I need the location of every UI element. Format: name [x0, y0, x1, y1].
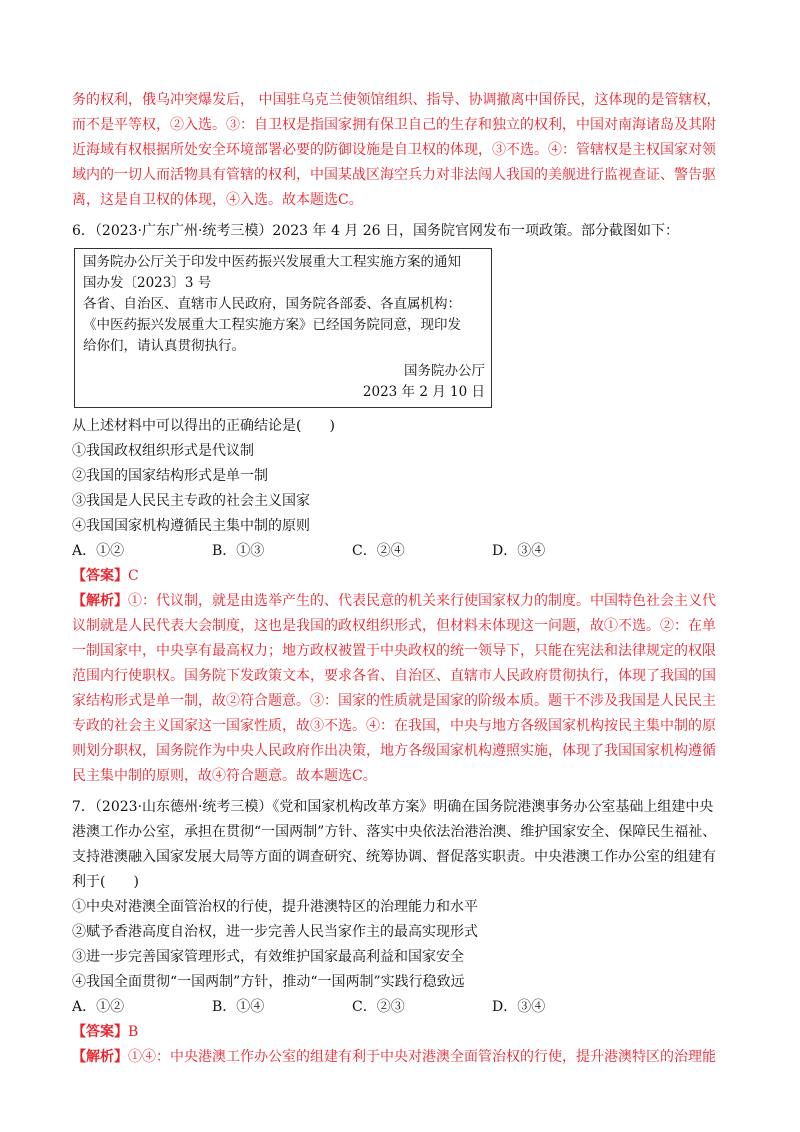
- notice-issuer: 国务院办公厅: [404, 363, 485, 379]
- answer-tag: 【答案】: [72, 1024, 128, 1040]
- q7-stem: 利于( ): [72, 874, 139, 890]
- explanation-line: 务的权利，俄乌冲突爆发后， 中国驻乌克兰使领馆组织、指导、协调撤离中国侨民，这体现的是管辖权，: [72, 92, 721, 108]
- explanation-line: 离，这是自卫权的体现，④入选。故本题选C。: [72, 192, 363, 208]
- analysis-line: 议制就是人民代表大会制度，这也是我国的政权组织形式，但材料未体现这一问题，故①不选。②：在单: [72, 618, 716, 634]
- explanation-line: 而不是平等权，②入选。③：自卫权是指国家拥有保卫自己的生存和独立的权利，中国对南海诸岛及其附: [72, 117, 716, 133]
- choice-c: C．②④: [352, 543, 405, 559]
- analysis-line: 范围内行使职权。国务院下发政策文本，要求各省、自治区、直辖市人民政府贯彻执行，体现了我国的国: [72, 668, 716, 684]
- q6-answer: [72, 564, 740, 589]
- q7-answer: [72, 1020, 740, 1045]
- q6-analysis: [72, 589, 740, 789]
- explanation-line: 域内的一切人而活物具有管辖的权利，中国某战区海空兵力对非法闯人我国的美舰进行监视查证、警告驱: [72, 167, 716, 183]
- q7-choices: [72, 995, 740, 1020]
- choice-d: D．③④: [492, 543, 546, 559]
- choice-a: A．①②: [72, 999, 125, 1015]
- q7-option: ③进一步完善国家管理形式，有效维护国家最高利益和国家安全: [72, 949, 464, 965]
- analysis-text: ①④：中央港澳工作办公室的组建有利于中央对港澳全面管治权的行使，提升港澳特区的治理能: [128, 1049, 716, 1065]
- explanation-line: 近海域有权根据所处安全环境部署必要的防御设施是自卫权的体现，③不选。④：管辖权是主权国家对领: [72, 142, 716, 158]
- notice-doc-number: 国办发〔2023〕3 号: [83, 275, 212, 291]
- analysis-text: ①：代议制，就是由选举产生的、代表民意的机关来行使国家权力的制度。中国特色社会主义代: [128, 593, 716, 609]
- q6-option: ①我国政权组织形式是代议制: [72, 443, 254, 459]
- analysis-line: 则划分职权，国务院作为中央人民政府作出决策，地方各级国家机构遵照实施，体现了我国国家机构遵循: [72, 743, 716, 759]
- choice-b: B．①③: [212, 543, 265, 559]
- notice-body-line: 给你们，请认真贯彻执行。: [83, 338, 245, 354]
- question-7: [72, 795, 740, 1070]
- answer-tag: 【答案】: [72, 568, 128, 584]
- analysis-line: 一制国家中，中央享有最高权力；地方政权被置于中央政权的统一领导下，只能在宪法和法律规定的权限: [72, 643, 716, 659]
- analysis-line: 民主集中制的原则，故④符合题意。故本题选C。: [72, 768, 377, 784]
- q7-option: ①中央对港澳全面管治权的行使，提升港澳特区的治理能力和水平: [72, 899, 478, 915]
- q7-stem: 支持港澳融入国家发展大局等方面的调查研究、统筹协调、督促落实职责。中央港澳工作办公室的组建有: [72, 849, 716, 865]
- notice-body-line: 《中医药振兴发展重大工程实施方案》已经国务院同意，现印发: [83, 317, 461, 333]
- answer-value: C: [128, 568, 139, 584]
- choice-a: A．①②: [72, 543, 125, 559]
- q6-option: ②我国的国家结构形式是单一制: [72, 468, 268, 484]
- q7-stem: 7．（2023·山东德州·统考三模）《党和国家机构改革方案》明确在国务院港澳事务办公室基础上组建中央: [72, 799, 714, 815]
- q6-option: ③我国是人民民主专政的社会主义国家: [72, 493, 310, 509]
- q5-explanation-continued: [72, 88, 740, 213]
- q6-option: ④我国国家机构遵循民主集中制的原则: [72, 518, 310, 534]
- q6-choices: [72, 539, 740, 564]
- answer-value: B: [128, 1024, 139, 1040]
- q6-question: 从上述材料中可以得出的正确结论是( ): [72, 418, 335, 434]
- analysis-line: 家结构形式是单一制，故②符合题意。③：国家的性质就是国家的阶级本质。题干不涉及我国是人民民主: [72, 693, 716, 709]
- notice-body-line: 各省、自治区、直辖市人民政府，国务院各部委、各直属机构：: [83, 296, 461, 312]
- choice-d: D．③④: [492, 999, 546, 1015]
- q7-analysis-line: [72, 1045, 740, 1070]
- q7-option: ②赋予香港高度自治权，进一步完善人民当家作主的最高实现形式: [72, 924, 478, 940]
- analysis-line: [72, 589, 740, 614]
- q6-stem: 6．（2023·广东广州·统考三模）2023 年 4 月 26 日，国务院官网发布一项政策。部分截图如下：: [72, 223, 680, 239]
- choice-b: B．①④: [212, 999, 265, 1015]
- page-content: [72, 88, 740, 1070]
- policy-notice-box: [74, 248, 492, 408]
- question-6: [72, 219, 740, 789]
- q7-option: ④我国全面贯彻“一国两制”方针，推动“一国两制”实践行稳致远: [72, 974, 465, 990]
- q7-stem: 港澳工作办公室，承担在贯彻“一国两制”方针、落实中央依法治港治澳、维护国家安全、保障民生福祉、: [72, 824, 717, 840]
- analysis-line: 专政的社会主义国家这一国家性质，故③不选。④：在我国，中央与地方各级国家机构按民主集中制的原: [72, 718, 716, 734]
- choice-c: C．②③: [352, 999, 405, 1015]
- notice-title: 国务院办公厅关于印发中医药振兴发展重大工程实施方案的通知: [83, 254, 461, 270]
- analysis-tag: 【解析】: [72, 1049, 128, 1065]
- notice-date: 2023 年 2 月 10 日: [362, 384, 485, 400]
- analysis-tag: 【解析】: [72, 593, 128, 609]
